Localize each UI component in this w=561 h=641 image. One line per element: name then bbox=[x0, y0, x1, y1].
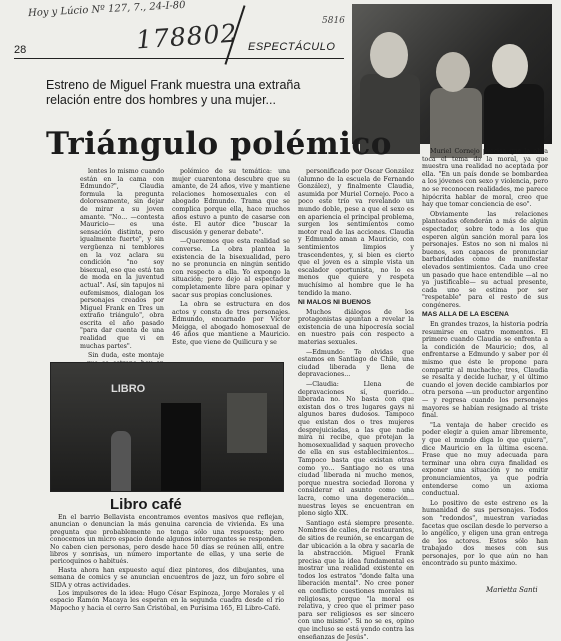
paragraph: Santiago está siempre presente. Nombres de calles, de restaurantes, de sitios de reunión, se encargan de dar ubicación a la obra y sacarla de la abstracción. Miguel Frank precisa que la idea fundamental es mostrar una realidad existente en todos los estratos "donde falta una liberación mental". No cree poner en conflicto cuestiones morales ni religiosas, porque "la moral es relativa, y creo que el primer paso para ser religiosos es ser sincero con uno mismo". Si no se es, opino que incluso se está yendo contra las enseñanzas de Jesús". bbox=[298, 519, 414, 641]
paragraph: En el barrio Bellavista encontramos eventos masivos que reflejan, anuncian o denuncian la más genuina carencia de vivienda. Es una pregunta que probablemente no tenga sólo una respuesta; pero conocemos un micro espacio donde algunos interrogantes se responden. No caben cien personas, pero desde hace 50 días se reúnen allí, entre libros y sonrisas, un número importante de ellas, y una serie de pericoquinos o habitués. bbox=[50, 514, 284, 566]
paragraph: —Edmundo: Te olvidas que estamos en Santiago de Chile, una ciudad liberada y llena de depravaciones... bbox=[298, 348, 414, 379]
subheading: NI MALOS NI BUENOS bbox=[298, 299, 371, 307]
actor-face bbox=[492, 44, 528, 88]
article-column-3 bbox=[298, 168, 414, 641]
sidebar-title: Libro café bbox=[110, 496, 182, 513]
paragraph: La obra se estructura en dos actos y consta de tres personajes. Edmundo, encarnado por Víctor Meigga, el abogado homosexual de 46 años que mantiene a Mauricio. Este, que viene de Quilicura y se bbox=[172, 301, 290, 347]
actor-face bbox=[436, 52, 470, 92]
person-figure bbox=[111, 431, 131, 491]
paragraph: polémico de su temática: una mujer cuarentona descubre que su amante, de 24 años, vive y mantiene relaciones homosexuales con el abogado Edmundo. Trama que se complica porque ella, hace muchos años estuvo a punto de casarse con éste. El autor dice "buscar la discusión y generar debate". bbox=[172, 168, 290, 236]
sidebar-text bbox=[50, 514, 284, 613]
paragraph: Muchos diálogos de los protagonistas apuntan a revelar la existencia de una hipocresía social en nuestro país con respecto a materias sexuales. bbox=[298, 308, 414, 347]
paragraph: Muriel Cornejo precisa que la obra toca el tema de la moral, ya que muestra una realidad no aceptada por ella. "En un país donde se bombardea a los jóvenes con sexo y violencia, pero no se reconocen realidades, me parece hipócrita hablar de moral, creo que hay que tomar conciencia de eso". bbox=[422, 148, 548, 209]
article-column-2 bbox=[172, 168, 290, 358]
storefront-sign: LIBRO bbox=[111, 383, 146, 395]
paragraph: Los impulsores de la idea: Hugo César Espinoza, Jorge Morales y el espacio Ramón Macaya les esperan en la segunda cuadra desde el río Mapocho y hacia el cerro San Cristóbal, en Purísima 165, El Libro-Café. bbox=[50, 590, 284, 612]
paragraph: personificado por Oscar González (alumno de la escuela de Fernando González), y finalmente Claudia, asumida por Muriel Cornejo. Poco a poco este trío va revelando un mundo doble, pese a que el sexo es en apariencia el principal problema, surgen los sentimientos como motor real de las acciones. Claudia y Edmundo aman a Mauricio, con sentimientos limpios y trascendentes, y, si bien es cierto que el joven es a simple vista un escalador oportunista, no lo es menos que quiere y respeta muchísimo al hombre que le ha tendido la mano. bbox=[298, 168, 414, 297]
storefront-door bbox=[161, 403, 201, 491]
handwritten-note: Hoy y Lúcio Nº 127, 7., 24-I-80 bbox=[27, 0, 186, 20]
paragraph: —Queremos que esta realidad se converse. La obra plantea la existencia de la bisexualidad, pero no se pronuncia en ningún sentido con respecto a ella. Yo expongo la situación; pero dejo al espectador completamente libre para opinar y sacar sus propias conclusiones. bbox=[172, 238, 290, 299]
actors-photo bbox=[352, 4, 552, 144]
paragraph: Sin duda, este montaje bbox=[88, 352, 164, 360]
paragraph: "La ventaja de haber crecido es poder elegir a quien amar libremente, y que el mundo diga lo que quiera", dice Mauricio en la última escena. Frase que no muy adecuada para terminar una obra cuya finalidad es exponer una situación y no emitir pronunciamientos, ya que podría entenderse como un axioma conductual. bbox=[422, 421, 548, 498]
libro-cafe-photo bbox=[50, 362, 284, 492]
actor-face bbox=[370, 32, 408, 78]
handwritten-archive-number: 178802 bbox=[135, 18, 239, 55]
header-rule bbox=[14, 58, 344, 59]
paragraph: Obviamente las relaciones planteadas ofenderán a más de algún espectador, sobre todo a los que esperen algún sanción moral para los personajes. Estos no son ni malos ni buenos, son capaces de pronunciar barbaridades como de manifestar elevados sentimientos. Cada uno cree un pasado que hace entendible —al no ya justificable— su actual presente, cada uno se estima por ser "respetable" para el resto de sus congéneres. bbox=[422, 210, 548, 309]
paragraph: lentes lo mismo cuando están en la cama con Edmundo?", Claudia formula la pregunta dolorosamente, sin dejar de mirar a su joven amante. "No... —contesta Mauricio— es una sensación distinta, pero igualmente fuerte", y sin vergüenza ni temblores en la voz aclara su condición "no soy bisexual, eso que está tan de moda en la juventud actual". Así, sin tapujos ni eufemismos, dialogan los personajes creados por Miguel Frank en Tres un extraño triángulo", obra escrita el año pasado "para dar cuenta de una realidad que vi en muchas partes". bbox=[80, 168, 164, 350]
article-column-1 bbox=[80, 168, 164, 358]
page-number: 28 bbox=[14, 44, 27, 56]
paragraph: Lo positivo de este estreno es la humanidad de sus personajes. Todos son "redondos", muestran variadas facetas que oscilan desde lo perverso a lo angélico, y eligen una gran entrega de los actores. Estos sólo han trabajado dos meses con sus personajes, por lo que aún no han encontrado su punto máximo. bbox=[422, 499, 548, 568]
paragraph: —Claudia: Llena de depravaciones sí, querido... liberada no. No basta con que existan dos o tres lugares gays ni algunos bares dudosos. Tampoco que existan dos o tres mujeres desprejuiciadas, a las que nadie mira ni recibe, que protejan la homosexualidad y saquen provecho de ella en sus establecimientos... Tampoco basta que existan otras como yo... Santiago no es una ciudad liberada ni mucho menos, porque nuestra sociedad llorona y considerar el asunto como una lacra, como una degeneración... nuestras leyes se encuentran en pleno siglo XIX. bbox=[298, 381, 414, 518]
paragraph: Hasta ahora han expuesto aquí diez pintores, dos dibujantes, una semana de comics y se anuncian encuentros de jazz, un foro sobre el SIDA y otras actividades. bbox=[50, 566, 284, 589]
section-label: ESPECTÁCULO bbox=[248, 41, 336, 53]
actor-figure bbox=[484, 84, 544, 154]
article-deck: Estreno de Miguel Frank muestra una extraña relación entre dos hombres y una mujer... bbox=[46, 78, 301, 107]
handwritten-code: 5816 bbox=[322, 16, 345, 26]
article-column-4 bbox=[422, 148, 548, 584]
paragraph: En grandes trazos, la historia podría resumirse en cuatro momentos. El primero cuando Claudia se enfrenta a la condición de Mauricio; dos, al enfrentarse a Edmundo y saber por él mismo que éste le propone para compartir al muchacho; tres, Claudia se resalta y decide luchar, y el último cuando el joven decide cambiarlos por otra persona —un productor argentino— y regresa cuando los personajes mayores se habían resignado al triste final. bbox=[422, 321, 548, 420]
storefront-window bbox=[227, 393, 267, 453]
subheading: MAS ALLA DE LA ESCENA bbox=[422, 311, 509, 319]
byline: Marietta Santi bbox=[486, 586, 538, 594]
article-headline: Triángulo polémico bbox=[46, 126, 392, 162]
